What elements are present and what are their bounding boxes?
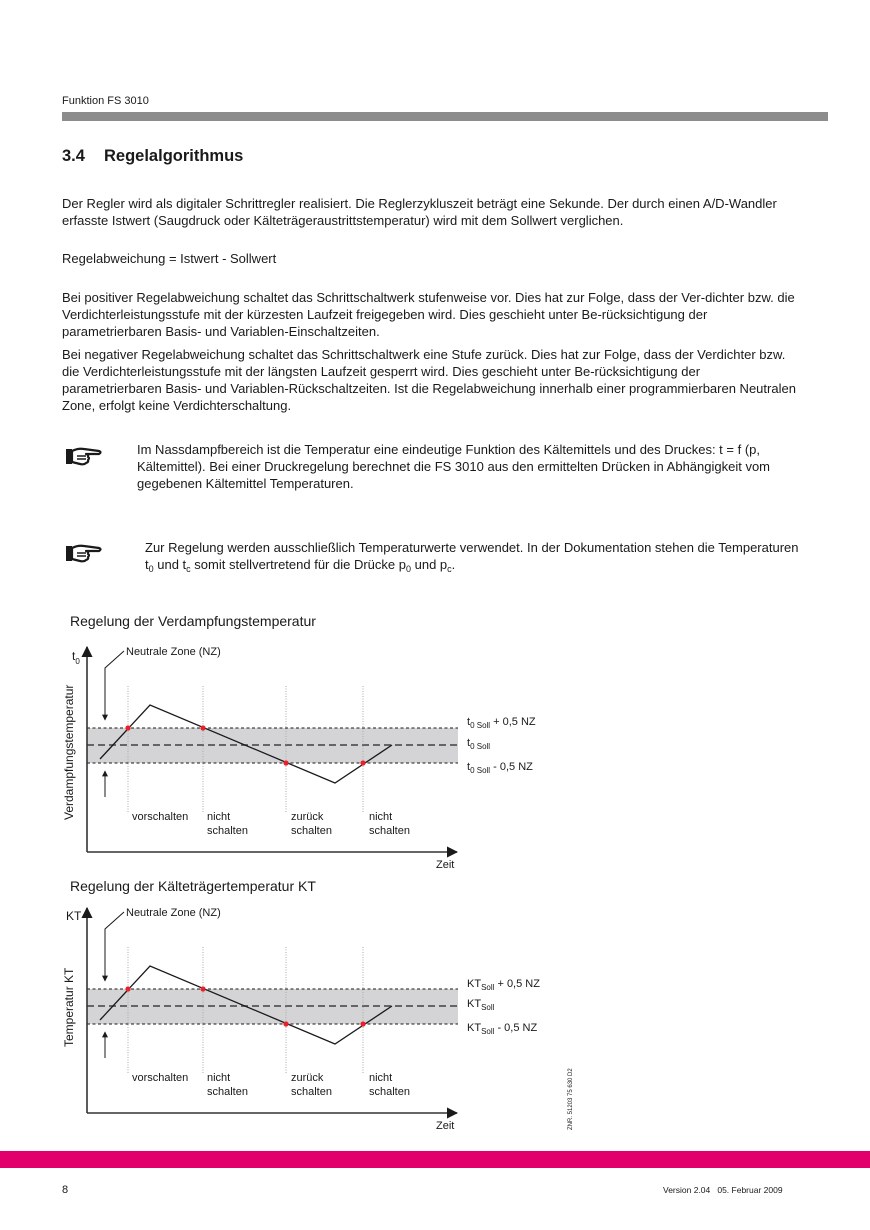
- section-title: Regelalgorithmus: [104, 147, 244, 165]
- phase-label: nicht: [369, 1072, 393, 1084]
- section-heading: [62, 147, 243, 166]
- footer-accent-bar: [0, 1151, 870, 1168]
- subscript: 0: [405, 564, 411, 574]
- control-trajectory: [100, 966, 392, 1044]
- subscript: c: [186, 564, 191, 574]
- paragraph-formula: Regelabweichung = Istwert - Sollwert: [62, 251, 277, 266]
- subscript: 0: [148, 564, 154, 574]
- neutral-zone-label: Neutrale Zone (NZ): [126, 907, 221, 919]
- neutral-zone-label: Neutrale Zone (NZ): [126, 646, 221, 658]
- band-label-upper: $t_{0 Soll} + 0,5$ NZ: [467, 716, 536, 730]
- paragraph-negative: Bei negativer Regelabweichung schaltet das Schrittschaltwerk eine Stufe zurück. Dies hat zur Folge, dass der Verdichter bzw. die Verdichterleistungsstufe mit der längsten Laufzeit gesperrt wird. Dies geschieht unter Be-rücksichtigung der parametrierbaren Basis- und Variablen-Rückschaltzeiten. Ist die Regelabweichung innerhalb einer programmierbaren Neutralen Zone, erfolgt keine Verdichterschaltung.: [62, 347, 796, 413]
- note-2-text: [145, 539, 805, 573]
- pointing-hand-icon: [64, 445, 102, 467]
- diagram-coolant-temperature: [62, 878, 540, 1132]
- pointing-hand-icon: [64, 542, 102, 564]
- section-number: 3.4: [62, 147, 85, 165]
- paragraph-intro: Der Regler wird als digitaler Schrittregler realisiert. Die Reglerzykluszeit beträgt eine Sekunde. Der durch einen A/D-Wandler erfasste Istwert (Saugdruck oder Kälteträgeraustrittstemperatur) wird mit dem Sollwert verglichen.: [62, 196, 777, 228]
- diagram-2-title: Regelung der Kälteträgertemperatur KT: [70, 878, 316, 894]
- y-axis-symbol: $t_0$: [72, 649, 80, 666]
- note-2-text-b: und t: [153, 557, 187, 572]
- switch-point: [360, 760, 365, 765]
- note-2-text-a: Zur Regelung werden ausschließlich Temperaturwerte verwendet. In der Dokumentation stehen die Temperaturen t: [145, 540, 799, 572]
- phase-label: nicht: [207, 811, 231, 823]
- page-number: 8: [62, 1184, 69, 1196]
- phase-label: schalten: [369, 1086, 410, 1098]
- band-label-upper: $KT_{Soll} + 0,5$ NZ: [467, 978, 540, 992]
- phase-label: vorschalten: [132, 811, 189, 823]
- band-label-setpoint: $KT_{Soll}$: [467, 998, 495, 1012]
- note-1-text: Im Nassdampfbereich ist die Temperatur eine eindeutige Funktion des Kältemittels und des Druckes: t = f (p, Kältemittel). Bei einer Druckregelung berechnet die FS 3010 aus den ermittelten Drücken in Abhängigkeit vom gegebenen Kältemittel Temperaturen.: [137, 442, 771, 491]
- subscript: c: [447, 564, 452, 574]
- control-trajectory: [100, 705, 392, 783]
- note-2-text-d: und p: [411, 557, 448, 572]
- x-axis-label: Zeit: [436, 859, 455, 871]
- header-divider-bar: [62, 112, 828, 121]
- switch-point: [360, 1021, 365, 1026]
- note-1-icon-wrap: [64, 445, 102, 472]
- phase-label: schalten: [291, 1086, 332, 1098]
- note-2-text-c: somit stellvertretend für die Drücke p: [190, 557, 406, 572]
- y-axis-symbol: KT: [66, 909, 82, 923]
- phase-label: schalten: [291, 825, 332, 837]
- switch-point: [125, 986, 130, 991]
- phase-label: vorschalten: [132, 1072, 189, 1084]
- y-axis-label: Temperatur KT: [62, 967, 76, 1047]
- drawing-number: ZNR. 51203 75 630 D2: [568, 1068, 574, 1130]
- phase-label: nicht: [369, 811, 393, 823]
- band-label-lower: $KT_{Soll} - 0,5$ NZ: [467, 1022, 538, 1036]
- running-head: Funktion FS 3010: [62, 95, 149, 107]
- switch-point: [283, 1021, 288, 1026]
- version-info: Version 2.04 05. Februar 2009: [663, 1185, 783, 1195]
- diagram-1-title: Regelung der Verdampfungstemperatur: [70, 613, 316, 629]
- band-label-setpoint: $t_{0 Soll}$: [467, 737, 491, 751]
- switch-point: [200, 986, 205, 991]
- phase-label: schalten: [207, 825, 248, 837]
- diagram-evaporation-temperature: [62, 613, 536, 871]
- x-axis-label: Zeit: [436, 1120, 455, 1132]
- paragraph-positive: Bei positiver Regelabweichung schaltet das Schrittschaltwerk stufenweise vor. Dies hat zur Folge, dass der Ver-dichter bzw. die Verdichterleistungsstufe mit der kürzesten Laufzeit freigegeben wird. Dies geschieht unter Be-rücksichtigung der parametrierbaren Basis- und Variablen-Einschaltzeiten.: [62, 290, 795, 339]
- note-2-text-e: .: [451, 557, 456, 572]
- neutral-zone-band: [87, 728, 458, 763]
- switch-point: [125, 725, 130, 730]
- phase-label: schalten: [207, 1086, 248, 1098]
- note-2-icon-wrap: [64, 542, 102, 569]
- neutral-zone-band: [87, 989, 458, 1024]
- band-label-lower: $t_{0 Soll} - 0,5$ NZ: [467, 761, 533, 775]
- y-axis-label: Verdampfungstemperatur: [62, 684, 76, 820]
- phase-label: zurück: [291, 811, 324, 823]
- switch-point: [283, 760, 288, 765]
- phase-label: nicht: [207, 1072, 231, 1084]
- phase-label: schalten: [369, 825, 410, 837]
- switch-point: [200, 725, 205, 730]
- phase-label: zurück: [291, 1072, 324, 1084]
